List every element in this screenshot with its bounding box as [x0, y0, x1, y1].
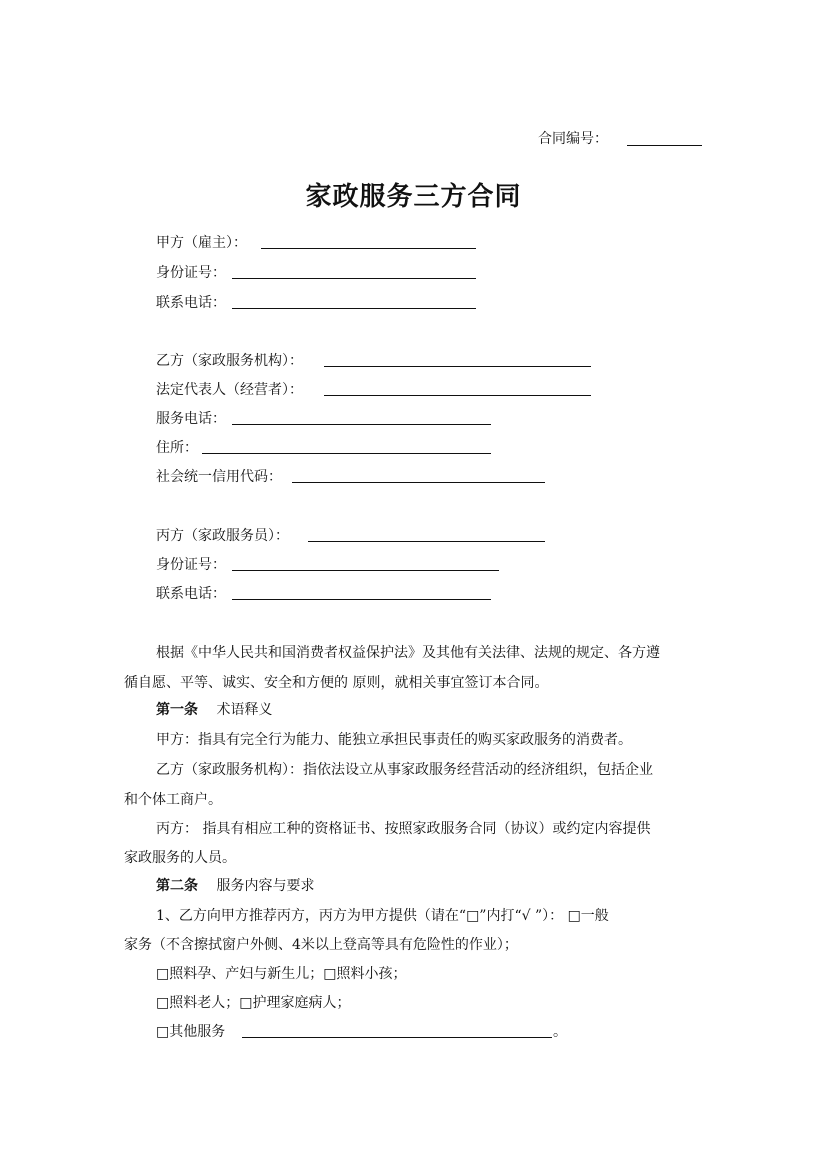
party-b-name-field[interactable] [324, 366, 591, 367]
party-b-rep-row [156, 381, 303, 399]
party-c-id-row [156, 556, 226, 574]
article-2-item-1-line-2: 家务（不含擦拭窗户外侧、4米以上登高等具有危险性的作业）； [124, 937, 518, 953]
party-c-phone-label: 联系电话： [156, 586, 226, 602]
option-line-1: □照料孕、产妇与新生儿；□照料小孩； [156, 966, 407, 982]
party-a-name-row [156, 234, 247, 252]
party-b-name-label: 乙方（家政服务机构）： [156, 353, 303, 369]
party-b-address-field[interactable] [202, 453, 491, 454]
party-a-id-label: 身份证号： [156, 265, 226, 281]
party-b-address-row [156, 439, 198, 457]
intro-line-1: 根据《中华人民共和国消费者权益保护法》及其他有关法律、法规的规定、各方遵 [156, 645, 660, 661]
party-b-address-label: 住所： [156, 440, 198, 456]
party-b-credit-row [156, 468, 282, 486]
article-2-number: 第二条 [156, 878, 198, 894]
party-c-phone-field[interactable] [232, 599, 491, 600]
article-1-party-a: 甲方：指具有完全行为能力、能独立承担民事责任的购买家政服务的消费者。 [156, 732, 632, 748]
article-2-title: 服务内容与要求 [216, 878, 315, 894]
intro-line-2: 循自愿、平等、诚实、安全和方便的 原则，就相关事宜签订本合同。 [124, 675, 549, 691]
option-line-3 [156, 1023, 225, 1041]
contract-number-label: 合同编号： [538, 131, 608, 147]
party-b-phone-row [156, 410, 226, 428]
party-a-id-row [156, 264, 226, 282]
article-1-number: 第一条 [156, 702, 198, 718]
party-a-id-field[interactable] [232, 278, 476, 279]
party-a-phone-row [156, 294, 226, 312]
article-2-heading [156, 877, 314, 895]
party-b-rep-label: 法定代表人（经营者）： [156, 382, 303, 398]
article-1-party-b-line-2: 和个体工商户。 [124, 792, 222, 808]
party-c-name-label: 丙方（家政服务员）： [156, 528, 289, 544]
party-c-name-field[interactable] [308, 541, 545, 542]
party-c-phone-row [156, 585, 226, 603]
party-c-name-row [156, 527, 289, 545]
article-1-party-c-line-2: 家政服务的人员。 [124, 850, 236, 866]
article-2-item-1-line-1: 1、乙方向甲方推荐丙方，丙方为甲方提供（请在“□”内打“√ ”）： □一般 [156, 908, 609, 924]
article-1-title: 术语释义 [216, 702, 273, 718]
party-b-name-row [156, 352, 303, 370]
party-b-rep-field[interactable] [324, 395, 591, 396]
party-c-id-field[interactable] [232, 570, 499, 571]
article-1-party-c-line-1: 丙方： 指具有相应工种的资格证书、按照家政服务合同（协议）或约定内容提供 [156, 821, 651, 837]
party-a-name-field[interactable] [261, 248, 476, 249]
party-a-name-label: 甲方（雇主）： [156, 235, 247, 251]
contract-number-field[interactable] [627, 145, 702, 146]
other-service-end: 。 [553, 1024, 567, 1040]
party-a-phone-field[interactable] [232, 308, 476, 309]
page-title: 家政服务三方合同 [305, 182, 522, 212]
party-b-phone-field[interactable] [232, 424, 491, 425]
party-b-phone-label: 服务电话： [156, 411, 226, 427]
party-a-phone-label: 联系电话： [156, 295, 226, 311]
party-b-credit-field[interactable] [292, 482, 545, 483]
option-line-2: □照料老人；□护理家庭病人； [156, 995, 351, 1011]
party-b-credit-label: 社会统一信用代码： [156, 469, 282, 485]
other-service-field[interactable] [242, 1037, 552, 1038]
party-c-id-label: 身份证号： [156, 557, 226, 573]
article-1-party-b-line-1: 乙方（家政服务机构）：指依法设立从事家政服务经营活动的经济组织，包括企业 [156, 762, 653, 778]
other-service-label: □其他服务 [156, 1024, 226, 1040]
article-1-heading [156, 701, 272, 719]
